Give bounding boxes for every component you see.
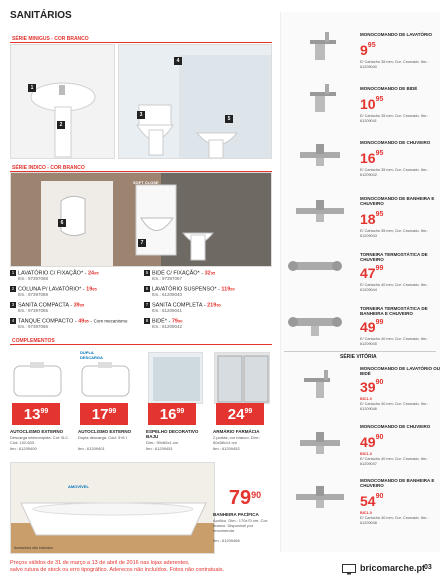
footer-brand[interactable]: bricomarche.pt [360, 563, 426, 573]
page-title: SANITÁRIOS [10, 10, 72, 21]
bath-desc: Acrílico. Dim.: 170x70 cm. Cor: branco. Disponível por encomenda [213, 518, 269, 533]
badge-7: 7 [138, 239, 146, 247]
price-mirror: 16 $^{99}$ [148, 403, 196, 425]
tap-2-price: $10^{95}$ [360, 96, 384, 112]
price-cistern-1: 13 $^{99}$ [12, 403, 60, 425]
soft-close-tag: SOFT CLOSE [133, 180, 159, 185]
vitoria-tap-1-price: $39^{90}$ [360, 379, 384, 395]
section1-bar [10, 42, 272, 43]
basin-photo [10, 44, 115, 159]
bath-note: Acessórios não incluídos [14, 546, 53, 550]
vitoria-tap-2-ref: E/ Cartucho 40 mm; Cor: Cromado. Itm.: 61209047 [360, 457, 429, 466]
tap-1-price: $9^{95}$ [360, 42, 376, 58]
product-ref-2: Itm.: 61209401 [78, 446, 105, 451]
bathtub-photo [10, 462, 215, 554]
tap-1-title: MONOCOMANDO DE LAVATÓRIO [360, 32, 432, 37]
tap-2-title: MONOCOMANDO DE BIDÉ [360, 86, 418, 91]
vitoria-tap-1-image [290, 368, 350, 400]
list-item-2: 2 COLUNA P/ LAVATÓRIO* - 1995 Itm.: 97397069 [11, 286, 97, 298]
vitoria-tap-3-title: MONOCOMANDO DE BANHEIRA E CHUVEIRO [360, 478, 435, 488]
list-item-8: 8 BIDÉ* - 7990 Itm.: 61209042 [145, 318, 183, 330]
list-item-6: 6 LAVATÓRIO SUSPENSO* - 11990 Itm.: 61209040 [145, 286, 235, 298]
tap-5-image [285, 250, 345, 282]
cistern-1-photo [10, 360, 65, 400]
dupla-descarga-tag: DUPLA DESCARGA [80, 350, 103, 360]
tap-4-ref: E/ Cartucho 35 mm; Cor: Cromado. Itm.: 61209043 [360, 229, 429, 238]
footer-disclaimer-2: salvo rutura de stock ou erro tipográfico. Aderecos não incluídos. Fotos não contratuais. [10, 567, 225, 573]
amovivel-tag: AMOVÍVEL [68, 484, 89, 489]
product-desc-2: Dupla descarga. Cód: 3+6 l [78, 435, 127, 440]
product-ref-1: Itm.: 61209400 [10, 446, 37, 451]
badge-4: 4 [174, 57, 182, 65]
product-title-4: ARMÁRIO FARMÁCIA [213, 429, 260, 434]
tap-5-ref: E/ Cartucho 40 mm; Cor: Cromado. Itm.: 61209044 [360, 283, 429, 292]
price-cistern-2: 17 $^{99}$ [80, 403, 128, 425]
vitoria-bar [284, 351, 436, 352]
section1-label: SÉRIE MINIGUS - COR BRANCO [12, 36, 89, 42]
product-ref-3: Itm.: 61209451 [146, 446, 173, 451]
product-desc-4: 2 portas, cor branco. Dim.: 60x58x14 cm [213, 435, 261, 445]
section2-label: SÉRIE INDICO - COR BRANCO [12, 165, 85, 171]
toilet-bidet-photo [118, 44, 272, 159]
tap-4-image [290, 194, 350, 226]
badge-6: 6 [58, 219, 66, 227]
tap-6-image [285, 308, 345, 340]
vitoria-tap-2-image [290, 426, 350, 458]
page-number: 03 [424, 564, 432, 571]
cistern-2-photo [78, 360, 133, 400]
list-item-3: 3 SANITA COMPACTA - 3995 Itm.: 97397065 [11, 302, 85, 314]
tap-6-ref: E/ Cartucho 40 mm; Cor: Cromado. Itm.: 61209045 [360, 337, 429, 346]
tap-1-ref: E/ Cartucho 35 mm; Cor: Cromado. Itm.: 61209040 [360, 60, 429, 69]
product-title-1: AUTOCLISMO EXTERNO [10, 429, 64, 434]
list-item-1: 1 LAVATÓRIO C/ FIXAÇÃO* - 2495 Itm.: 97397068 [11, 270, 99, 282]
product-title-2: AUTOCLISMO EXTERNO [78, 429, 132, 434]
product-desc-1: Descarga interrompida. Cor: B.C. Cód: 102.603 [10, 435, 70, 445]
bath-title: BANHEIRA PACÍFICA [213, 512, 259, 517]
badge-5: 5 [225, 115, 233, 123]
bath-ref: Itm.: 61209466 [213, 538, 240, 543]
vitoria-tap-2-unit: BIC1.0 [360, 452, 372, 456]
vitoria-tap-1-ref: E/ Cartucho 40 mm; Cor: Cromado. Itm.: 61209046 [360, 402, 429, 411]
tap-6-title: TORNEIRA TERMOSTÁTICA DE BANHEIRA E CHUVEIRO [360, 306, 428, 316]
complementos-label: COMPLEMENTOS [12, 338, 55, 344]
badge-3: 3 [137, 111, 145, 119]
vitoria-tap-1-title: MONOCOMANDO DE LAVATÓRIO OU BIDÉ [360, 366, 440, 376]
complementos-bar [10, 344, 272, 345]
footer-device-icons [342, 562, 356, 573]
vitoria-tap-1-unit: BIC1.0 [360, 397, 372, 401]
badge-2: 2 [57, 121, 65, 129]
tap-4-title: MONOCOMANDO DE BANHEIRA E CHUVEIRO [360, 196, 435, 206]
price-bathtub: 79 90 [218, 486, 272, 510]
tap-3-ref: E/ Cartucho 35 mm; Cor: Cromado. Itm.: 61209042 [360, 168, 429, 177]
cabinet-photo [214, 352, 270, 404]
product-ref-4: Itm.: 61209452 [213, 446, 240, 451]
list-item-7: 7 SANITA COMPLETA - 21990 Itm.: 61209041 [145, 302, 221, 314]
indico-photo [10, 172, 272, 267]
list-item-5: 5 BIDÉ C/ FIXAÇÃO* - 3295 Itm.: 97397067 [145, 270, 216, 282]
vitoria-tap-2-title: MONOCOMANDO DE CHUVEIRO [360, 424, 431, 429]
tap-6-price: $49^{99}$ [360, 319, 384, 335]
tap-2-image [290, 82, 350, 114]
footer-disclaimer-1: Preços válidos de 31 de março a 13 de abril de 2016 nas lojas aderentes, [10, 560, 190, 566]
vitoria-tap-3-unit: BIC1.0 [360, 511, 372, 515]
tap-5-price: $47^{99}$ [360, 265, 384, 281]
badge-1: 1 [28, 84, 36, 92]
vitoria-tap-3-ref: E/ Cartucho 40 mm; Cor: Cromado. Itm.: 61209048 [360, 516, 429, 525]
product-title-3: ESPELHO DECORATIVO BAJU [146, 429, 199, 439]
mirror-photo [148, 352, 203, 404]
vitoria-tap-2-price: $49^{90}$ [360, 434, 384, 450]
tap-2-ref: E/ Cartucho 35 mm; Cor: Cromado. Itm.: 61209041 [360, 114, 429, 123]
tap-1-image [290, 30, 350, 62]
vitoria-label: SÉRIE VITÓRIA [340, 354, 377, 360]
list-item-4: 4 TANQUE COMPACTO - 4995 - Com mecanismo Itm.: 97397066 [11, 318, 128, 330]
vitoria-tap-3-image [290, 480, 350, 512]
price-cabinet: 24 $^{99}$ [216, 403, 264, 425]
monitor-icon [342, 564, 356, 575]
tap-4-price: $18^{95}$ [360, 211, 384, 227]
vitoria-tap-3-price: $54^{90}$ [360, 493, 384, 509]
tap-3-price: $16^{95}$ [360, 150, 384, 166]
tap-5-title: TORNEIRA TERMOSTÁTICA DE CHUVEIRO [360, 252, 428, 262]
tap-3-image [290, 138, 350, 170]
tap-3-title: MONOCOMANDO DE CHUVEIRO [360, 140, 431, 145]
product-desc-3: Dim.: 90x60x1 cm [146, 440, 179, 445]
